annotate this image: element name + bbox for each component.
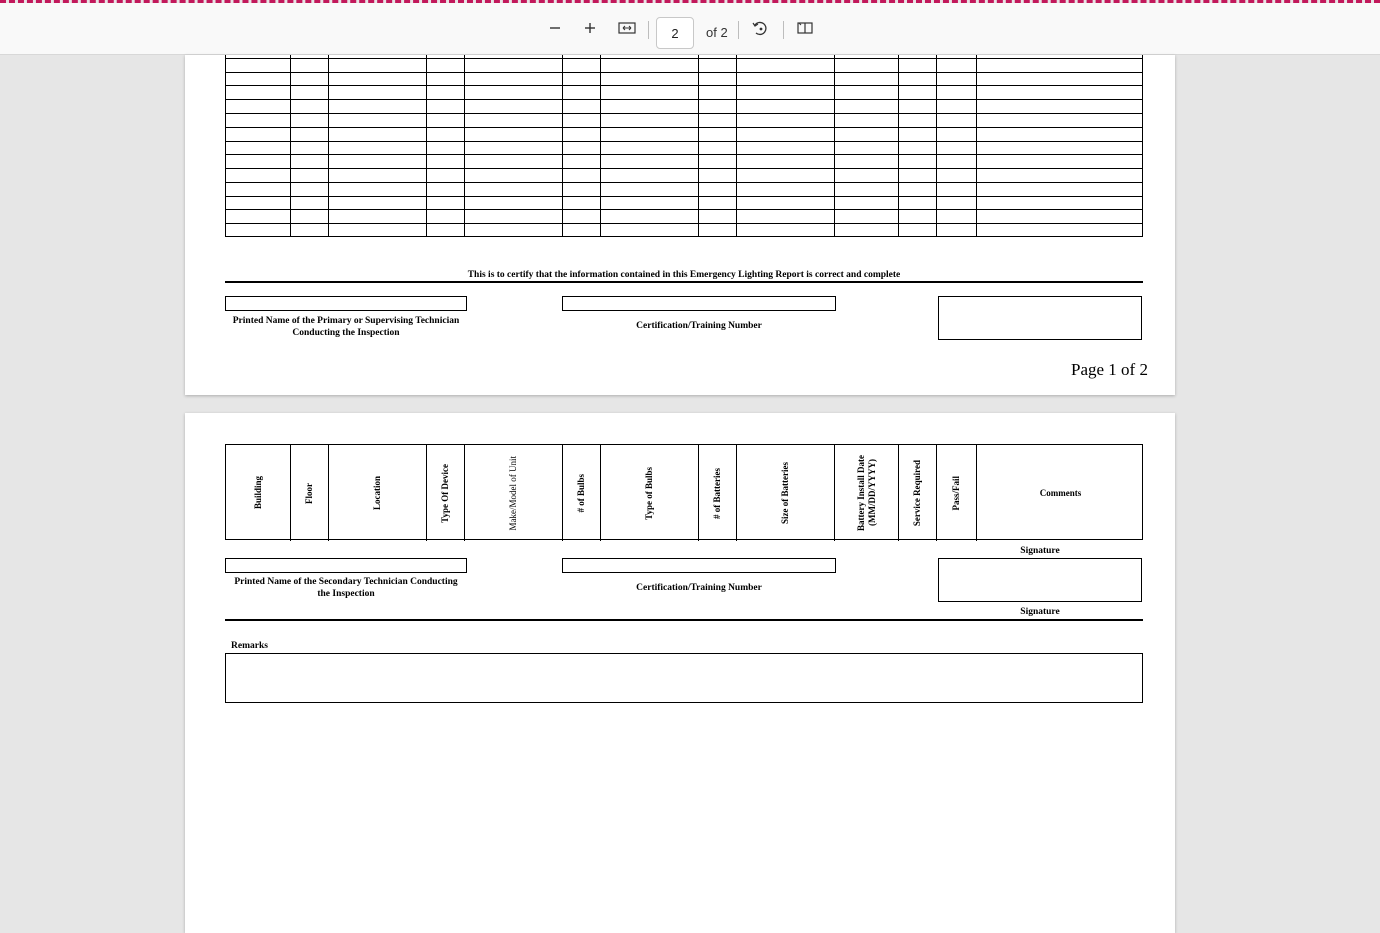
column-header-label: # of Batteries [712,467,722,519]
divider-line [225,619,1143,621]
divider-line [225,281,1143,283]
column-header [563,445,601,541]
pdf-toolbar [0,3,1380,55]
pdf-page-2 [185,413,1175,933]
column-header [699,445,737,541]
column-header-label: Building [252,476,263,510]
label-line: Printed Name of the Secondary Technician Conducting [234,577,458,587]
column-header-label: # of Bulbs [576,473,586,513]
column-header-label: Make/Model of Unit [508,455,518,531]
table-row-line [225,113,1143,114]
column-header-label: Battery Install Date (MM/DD/YYYY) [855,455,877,531]
zoom-out-button[interactable] [542,15,568,41]
pdf-page-1 [185,55,1175,395]
column-header-label: Pass/Fail [951,475,961,511]
column-header-label: Size of Batteries [780,462,790,524]
column-header-label: Location [372,475,382,510]
two-page-view-icon [796,20,814,36]
column-header [601,445,699,541]
table-row-line [225,168,1143,169]
label-line: the Inspection [317,589,375,599]
column-header [835,445,899,541]
table-column-line [426,55,427,237]
fit-width-icon [618,21,636,35]
column-header-label: Comments [1039,487,1082,498]
toolbar-separator [648,21,649,39]
fit-width-button[interactable] [614,15,640,41]
page-number-input[interactable] [656,17,694,49]
primary-technician-name-field[interactable] [225,296,467,311]
secondary-technician-name-field[interactable] [225,558,467,573]
table-row-line [225,85,1143,86]
column-header [427,445,465,541]
table-row-line [225,99,1143,100]
column-header [465,445,563,541]
column-header-label: Type of Bulbs [644,466,654,520]
inspection-table-rows [225,55,1143,237]
table-column-line [562,55,563,237]
toolbar-separator [783,21,784,39]
rotate-icon [751,19,769,37]
table-header-row [225,444,1143,540]
table-row-line [225,209,1143,210]
table-column-line [1142,55,1143,237]
minus-icon [548,21,562,35]
table-row-line [225,72,1143,73]
cert-number-label: Certification/Training Number [636,321,762,331]
remarks-label: Remarks [231,641,268,651]
secondary-cert-number-field[interactable] [562,558,836,573]
signature-label: Signature [1020,546,1060,556]
column-header-label: Floor [304,482,314,504]
table-column-line [736,55,737,237]
table-column-line [328,55,329,237]
column-header [737,445,835,541]
table-column-line [290,55,291,237]
page-number-label: Page 1 of 2 [1071,360,1148,379]
table-row-line [225,236,1143,237]
plus-icon [583,21,597,35]
column-header-label: Type Of Device [440,463,450,523]
zoom-in-button[interactable] [577,15,603,41]
table-row-line [225,127,1143,128]
table-row-line [225,196,1143,197]
column-header-label: Service Required [912,459,922,527]
signature-label: Signature [1020,607,1060,617]
two-page-view-button[interactable] [792,15,818,41]
table-column-line [834,55,835,237]
table-column-line [936,55,937,237]
table-column-line [698,55,699,237]
rotate-button[interactable] [747,15,773,41]
remarks-field[interactable] [225,653,1143,703]
column-header [937,445,977,541]
table-column-line [600,55,601,237]
primary-signature-field[interactable] [938,296,1142,340]
table-column-line [898,55,899,237]
certify-statement: This is to certify that the information contained in this Emergency Lighting Report is correct and complete [467,270,901,280]
column-header [977,445,1144,541]
label-line: Conducting the Inspection [292,328,400,338]
cert-number-label: Certification/Training Number [636,583,762,593]
table-row-line [225,223,1143,224]
secondary-technician-label [225,576,467,600]
table-row-line [225,141,1143,142]
table-column-line [464,55,465,237]
column-header [226,445,291,541]
toolbar-separator [738,21,739,39]
table-column-line [976,55,977,237]
table-column-line [225,55,226,237]
column-header [899,445,937,541]
secondary-signature-field[interactable] [938,558,1142,602]
column-header [329,445,427,541]
table-row-line [225,154,1143,155]
table-row-line [225,182,1143,183]
primary-cert-number-field[interactable] [562,296,836,311]
page-total-label: of 2 [706,25,728,40]
label-line: Printed Name of the Primary or Supervising Technician [232,316,460,326]
table-row-line [225,58,1143,59]
column-header [291,445,329,541]
primary-technician-label [225,315,467,339]
